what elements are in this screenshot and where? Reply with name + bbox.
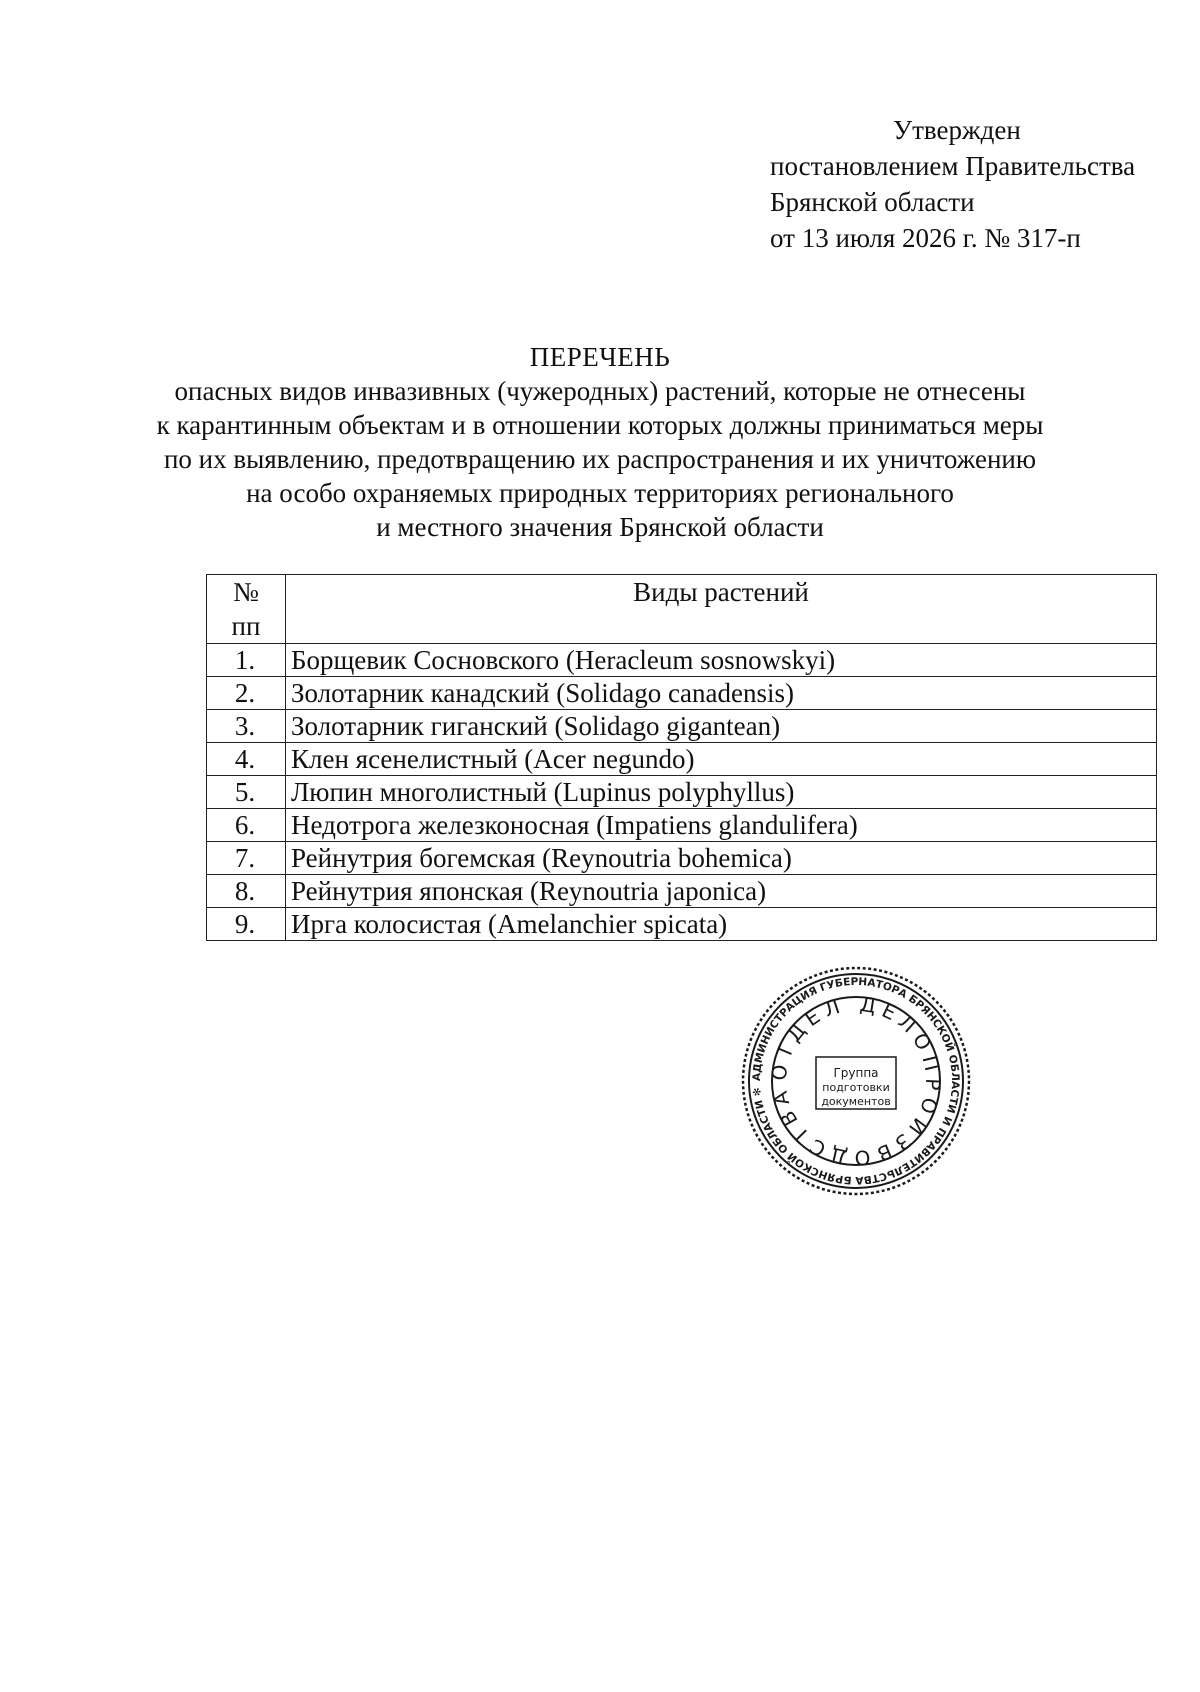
title-line: опасных видов инвазивных (чужеродных) растений, которые не отнесены — [174, 376, 1026, 406]
title-line: по их выявлению, предотвращению их распространения и их уничтожению — [163, 444, 1037, 474]
table-row — [207, 908, 1157, 941]
stamp-seal — [740, 965, 972, 1197]
table-header-row — [207, 575, 1157, 644]
row-number: 6. — [207, 809, 286, 842]
table-row — [207, 677, 1157, 710]
header-number-abbrev: пп — [231, 611, 261, 641]
table-row — [207, 776, 1157, 809]
approval-line-date-number: от 13 июля 2026 г. № 317-п — [770, 223, 1081, 253]
row-species-name: Рейнутрия японская (Reynoutria japonica) — [286, 875, 1157, 908]
table-row — [207, 644, 1157, 677]
row-number: 7. — [207, 842, 286, 875]
header-number-sign: № — [233, 577, 259, 607]
document-title — [150, 340, 1050, 544]
title-line: на особо охраняемых природных территориях регионального — [246, 478, 954, 508]
approval-line-approved: Утвержден — [893, 115, 1021, 145]
row-species-name: Золотарник канадский (Solidago canadensis) — [286, 677, 1157, 710]
approval-line-region: Брянской области — [770, 187, 975, 217]
stamp-center-line: Группа — [833, 1066, 879, 1080]
row-number: 1. — [207, 644, 286, 677]
stamp-center-line: подготовки — [822, 1081, 890, 1094]
title-line: и местного значения Брянской области — [376, 512, 824, 542]
approval-line-resolution: постановлением Правительства — [770, 151, 1136, 181]
row-number: 8. — [207, 875, 286, 908]
row-species-name: Люпин многолистный (Lupinus polyphyllus) — [286, 776, 1157, 809]
table-row — [207, 809, 1157, 842]
official-stamp — [740, 965, 972, 1197]
row-species-name: Недотрога железконосная (Impatiens glandulifera) — [286, 809, 1157, 842]
row-species-name: Ирга колосистая (Amelanchier spicata) — [286, 908, 1157, 941]
table-row — [207, 875, 1157, 908]
species-table — [206, 574, 1157, 941]
stamp-center-line: документов — [821, 1095, 891, 1108]
stamp-outer-text: АДМИНИСТРАЦИЯ ГУБЕРНАТОРА БРЯНСКОЙ ОБЛАСТИ И ПРАВИТЕЛЬСТВА БРЯНСКОЙ ОБЛАСТИ ✻ — [750, 975, 962, 1187]
row-species-name: Золотарник гиганский (Solidago gigantean) — [286, 710, 1157, 743]
row-number: 2. — [207, 677, 286, 710]
stamp-inner-text: ОТДЕЛ ДЕЛОПРОИЗВОДСТВА — [766, 991, 946, 1171]
row-number: 4. — [207, 743, 286, 776]
row-number: 9. — [207, 908, 286, 941]
title-line: к карантинным объектам и в отношении которых должны приниматься меры — [156, 410, 1044, 440]
table-row — [207, 710, 1157, 743]
row-species-name: Рейнутрия богемская (Reynoutria bohemica) — [286, 842, 1157, 875]
header-number — [207, 575, 286, 644]
table-row — [207, 842, 1157, 875]
row-species-name: Клен ясенелистный (Acer negundo) — [286, 743, 1157, 776]
row-number: 5. — [207, 776, 286, 809]
title-heading: ПЕРЕЧЕНЬ — [529, 342, 671, 372]
table-row — [207, 743, 1157, 776]
row-number: 3. — [207, 710, 286, 743]
approval-block — [770, 112, 1170, 256]
row-species-name: Борщевик Сосновского (Heracleum sosnowskyi) — [286, 644, 1157, 677]
header-species: Виды растений — [286, 575, 1157, 644]
